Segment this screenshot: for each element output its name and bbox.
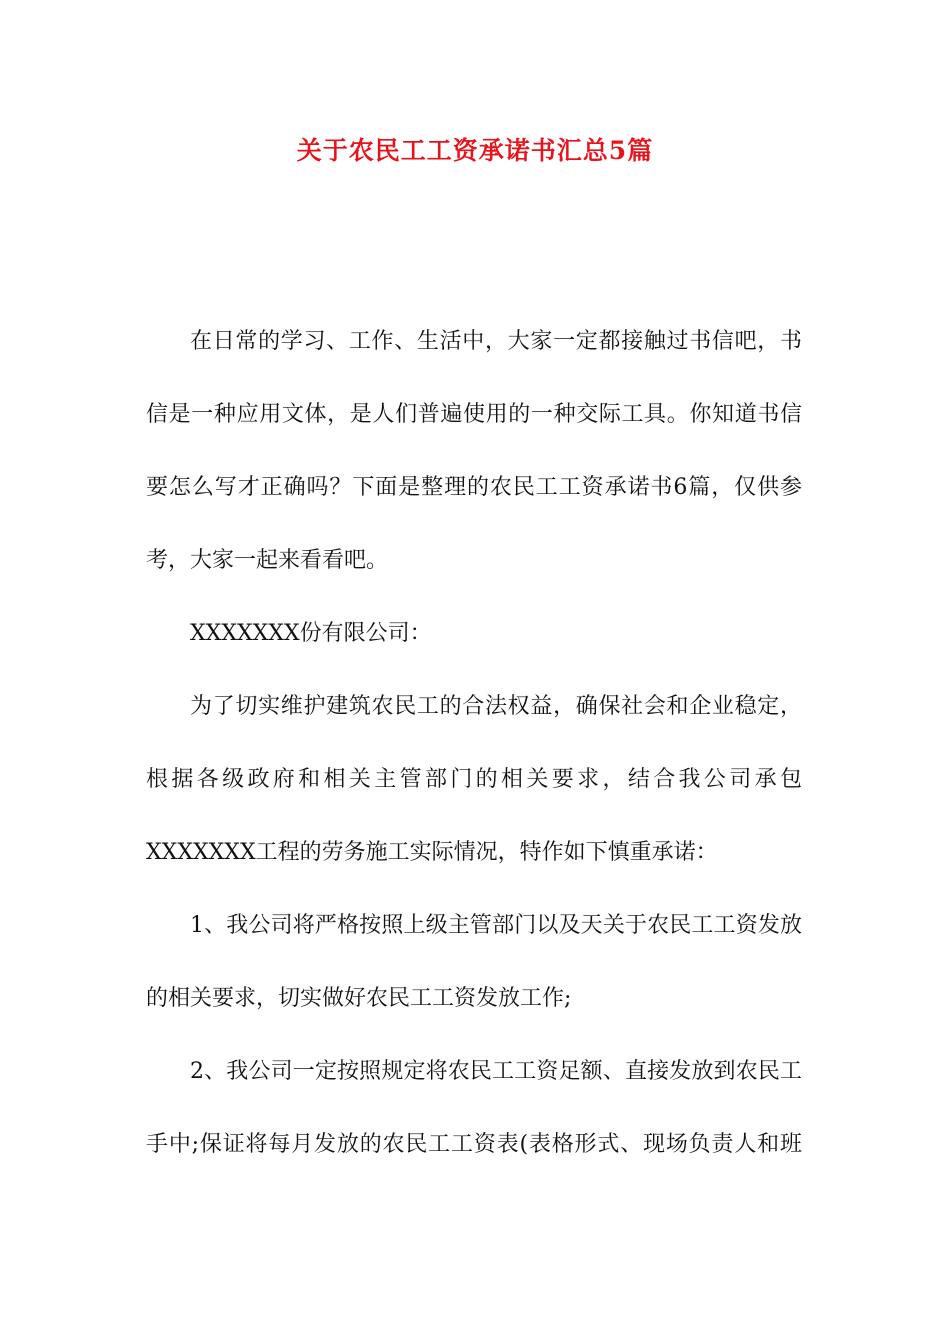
paragraph-line: 根据各级政府和相关主管部门的相关要求，结合我公司承包 (146, 767, 802, 792)
paragraph-line: 为了切实维护建筑农民工的合法权益，确保社会和企业稳定， (190, 694, 802, 719)
paragraph-line: 要怎么写才正确吗？下面是整理的农民工工资承诺书6篇，仅供参 (146, 475, 802, 500)
list-item-line: 的相关要求，切实做好农民工工资发放工作; (146, 986, 572, 1011)
paragraph-line: XXXXXXX工程的劳务施工实际情况，特作如下慎重承诺： (146, 840, 718, 865)
paragraph-line: 信是一种应用文体，是人们普遍使用的一种交际工具。你知道书信 (146, 402, 802, 427)
paragraph-line: 在日常的学习、工作、生活中，大家一定都接触过书信吧，书 (190, 329, 802, 354)
list-item-line: 手中;保证将每月发放的农民工工资表(表格形式、现场负责人和班 (146, 1132, 802, 1157)
paragraph-line: 考，大家一起来看看吧。 (146, 548, 389, 573)
salutation-line: XXXXXXX份有限公司： (190, 621, 432, 646)
list-item-line: 2、我公司一定按照规定将农民工工资足额、直接发放到农民工 (190, 1059, 802, 1084)
document-title: 关于农民工工资承诺书汇总5篇 (296, 136, 654, 165)
list-item-line: 1、我公司将严格按照上级主管部门以及天关于农民工工资发放 (190, 913, 802, 938)
